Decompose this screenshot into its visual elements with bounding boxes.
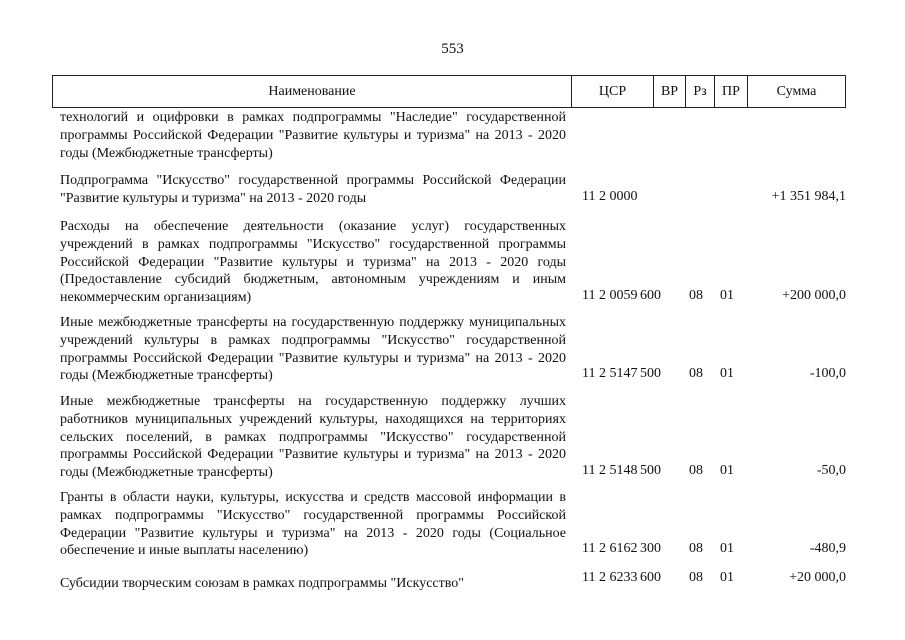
row-sum: -100,0 (809, 366, 846, 381)
row-rz: 08 (689, 570, 703, 585)
header-sum: Сумма (776, 83, 817, 99)
table-row (60, 172, 846, 208)
row-description: Гранты в области науки, культуры, искусства и средств массовой информации в рамках подпрограммы "Искусство" государственной программы Российской Федерации "Развитие культуры и туризма" на 2013 - 2020 годы (Социальное обеспечение и иные выплаты населению) (60, 490, 566, 559)
table-header (52, 75, 846, 108)
row-rz: 08 (689, 463, 703, 478)
row-rz: 08 (689, 366, 703, 381)
table-row (60, 393, 846, 483)
row-description: Иные межбюджетные трансферты на государственную поддержку лучших работников муниципальных учреждений культуры, находящихся на территориях сельских поселений, в рамках подпрограммы "Искусство" государственной программы Российской Федерации "Развитие культуры и туризма" на 2013 - 2020 годы (Межбюджетные трансферты) (60, 394, 566, 481)
row-csr: 11 2 6233 (582, 570, 638, 585)
row-sum: +1 351 984,1 (771, 189, 846, 204)
row-csr: 11 2 0000 (582, 189, 638, 204)
row-sum: -480,9 (809, 541, 846, 556)
row-sum: -50,0 (816, 463, 846, 478)
row-description: Иные межбюджетные трансферты на государственную поддержку муниципальных учреждений культуры в рамках подпрограммы "Искусство" государственной программы Российской Федерации "Развитие культуры и туризма" на 2013 - 2020 годы (Межбюджетные трансферты) (60, 315, 566, 384)
table-row (60, 109, 846, 163)
row-sum: +20 000,0 (789, 570, 846, 585)
table-row (60, 570, 846, 592)
row-pr: 01 (720, 570, 734, 585)
row-vr: 500 (640, 463, 661, 478)
row-pr: 01 (720, 463, 734, 478)
row-pr: 01 (720, 541, 734, 556)
row-csr: 11 2 5147 (582, 366, 638, 381)
row-description: Субсидии творческим союзам в рамках подпрограммы "Искусство" (60, 576, 464, 591)
header-name: Наименование (53, 76, 572, 107)
header-csr: ЦСР (572, 76, 654, 107)
row-rz: 08 (689, 541, 703, 556)
header-pr: ПР (715, 76, 748, 107)
row-description: технологий и оцифровки в рамках подпрограммы "Наследие" государственной программы Российской Федерации "Развитие культуры и туризма" на 2013 - 2020 годы (Межбюджетные трансферты) (60, 110, 566, 161)
table-row (60, 489, 846, 561)
table-row (60, 218, 846, 308)
row-vr: 600 (640, 288, 661, 303)
row-vr: 500 (640, 366, 661, 381)
table-row (60, 314, 846, 386)
row-vr: 300 (640, 541, 661, 556)
row-csr: 11 2 0059 (582, 288, 638, 303)
row-description: Подпрограмма "Искусство" государственной программы Российской Федерации "Развитие культуры и туризма" на 2013 - 2020 годы (60, 173, 566, 206)
row-sum: +200 000,0 (782, 288, 846, 303)
row-rz: 08 (689, 288, 703, 303)
row-csr: 11 2 5148 (582, 463, 638, 478)
header-rz: Рз (686, 76, 715, 107)
row-vr: 600 (640, 570, 661, 585)
row-pr: 01 (720, 366, 734, 381)
row-pr: 01 (720, 288, 734, 303)
row-description: Расходы на обеспечение деятельности (оказание услуг) государственных учреждений в рамках подпрограммы "Искусство" государственной программы Российской Федерации "Развитие культуры и туризма" на 2013 - 2020 годы (Предоставление субсидий бюджетным, автономным учреждениям и иным некоммерческим организациям) (60, 219, 566, 306)
page-number: 553 (441, 41, 464, 57)
header-vr: ВР (654, 76, 686, 107)
row-csr: 11 2 6162 (582, 541, 638, 556)
